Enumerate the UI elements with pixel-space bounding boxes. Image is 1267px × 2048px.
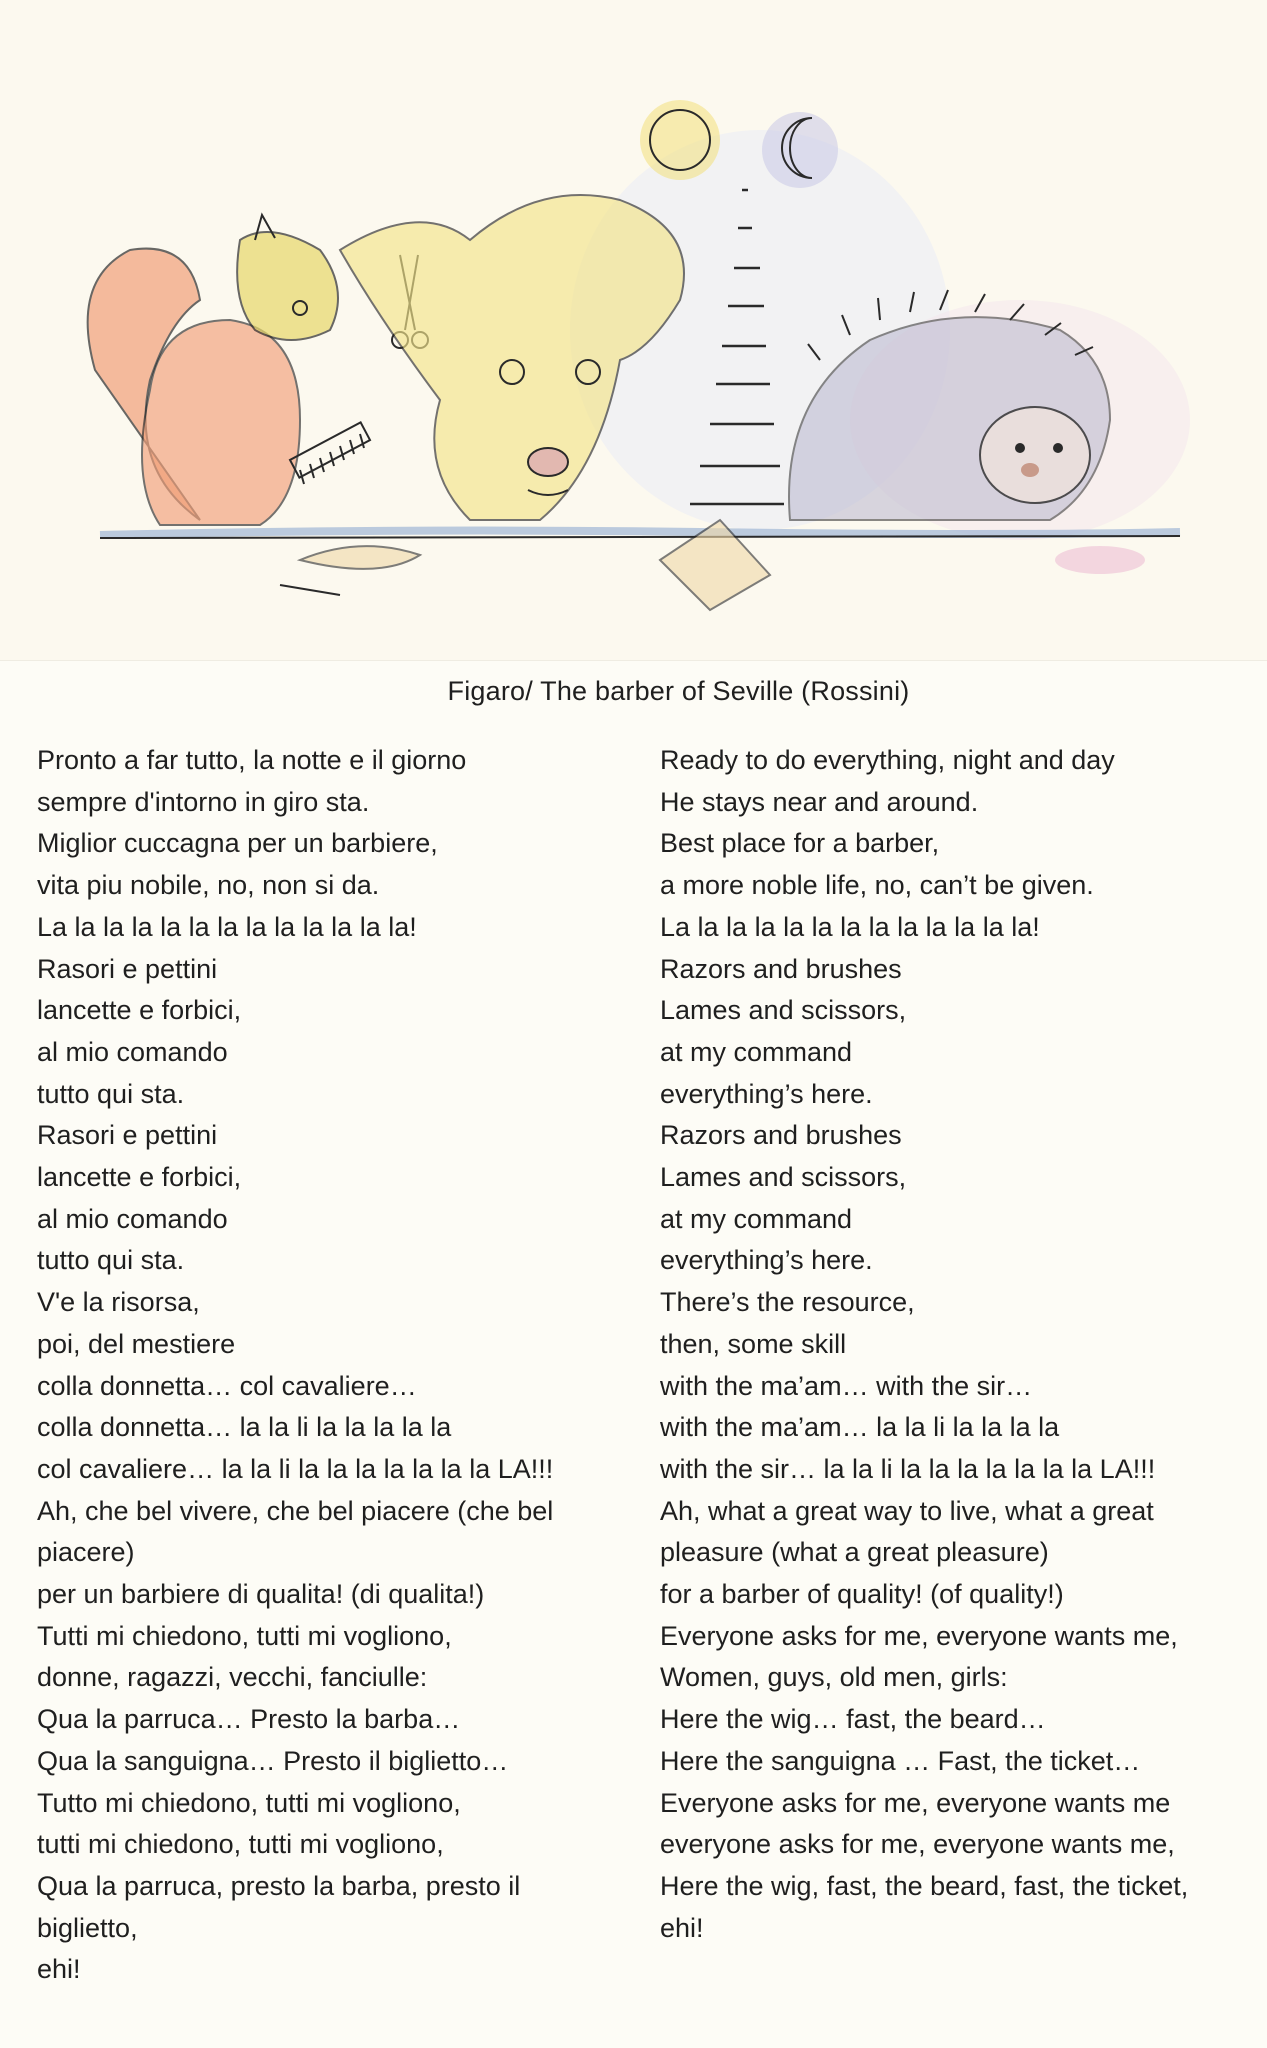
lyric-line: Lames and scissors, [660, 1162, 907, 1193]
lyric-line: donne, ragazzi, vecchi, fanciulle: [37, 1662, 428, 1693]
lyric-line: Everyone asks for me, everyone wants me, [660, 1620, 1178, 1651]
lyric-line: per un barbiere di qualita! (di qualita!) [37, 1579, 485, 1610]
lyric-line: lancette e forbici, [37, 995, 242, 1026]
lyric-line: al mio comando [37, 1036, 228, 1067]
squirrel-icon [88, 215, 338, 525]
lyric-line: everything’s here. [660, 1245, 873, 1276]
lyric-line: Here the wig… fast, the beard… [660, 1704, 1046, 1735]
lyric-line: Qua la parruca… Presto la barba… [37, 1704, 461, 1735]
lyric-line: biglietto, [37, 1912, 138, 1943]
shelf [100, 531, 1180, 535]
lyric-line: at my command [660, 1036, 853, 1067]
lyric-line: tutto qui sta. [37, 1245, 185, 1276]
lyric-line: a more noble life, no, can’t be given. [660, 870, 1094, 901]
lyric-line: everything’s here. [660, 1078, 873, 1109]
lyric-line: ehi! [660, 1912, 704, 1943]
comb-icon [290, 422, 370, 484]
lyric-line: tutto qui sta. [37, 1078, 185, 1109]
sun-icon [640, 100, 720, 180]
lyric-line: al mio comando [37, 1203, 228, 1234]
lyric-line: with the sir… la la li la la la la la la la LA!!! [660, 1453, 1156, 1484]
lyric-line: Here the sanguigna … Fast, the ticket… [660, 1745, 1141, 1776]
lyric-line: V'e la risorsa, [37, 1287, 200, 1318]
lyric-line: Tutti mi chiedono, tutti mi vogliono, [37, 1620, 452, 1651]
lyric-line: Ah, what a great way to live, what a great [660, 1495, 1154, 1526]
lyric-line: Pronto a far tutto, la notte e il giorno [37, 745, 467, 775]
lyric-line: Ready to do everything, night and day [660, 745, 1115, 775]
italian-lyrics [37, 740, 597, 1991]
lyric-line: Tutto mi chiedono, tutti mi vogliono, [37, 1787, 461, 1818]
lyric-line: pleasure (what a great pleasure) [660, 1537, 1049, 1568]
english-lyrics [660, 740, 1260, 1949]
lyric-line: Qua la parruca, presto la barba, presto il [37, 1870, 521, 1901]
lyric-line: Lames and scissors, [660, 995, 907, 1026]
page-title: Figaro/ The barber of Seville (Rossini) [447, 676, 910, 706]
lyric-line: La la la la la la la la la la la la la! [660, 911, 1040, 942]
lyric-line: Miglior cuccagna per un barbiere, [37, 828, 438, 859]
moon-icon [762, 112, 838, 188]
lyric-line: Rasori e pettini [37, 1120, 218, 1151]
lyric-line: colla donnetta… col cavaliere… [37, 1370, 417, 1401]
lyric-line: piacere) [37, 1537, 135, 1568]
watercolor-illustration [0, 0, 1267, 661]
lyric-line: Here the wig, fast, the beard, fast, the ticket, [660, 1870, 1189, 1901]
lyric-line: ehi! [37, 1954, 81, 1985]
lyric-line: vita piu nobile, no, non si da. [37, 870, 380, 901]
lyric-line: He stays near and around. [660, 786, 979, 817]
lyric-line: sempre d'intorno in giro sta. [37, 786, 370, 817]
lyric-line: for a barber of quality! (of quality!) [660, 1579, 1064, 1610]
lyric-line: lancette e forbici, [37, 1162, 242, 1193]
lyric-line: Qua la sanguigna… Presto il biglietto… [37, 1745, 509, 1776]
illustration-svg [0, 0, 1267, 660]
lyric-line: Ah, che bel vivere, che bel piacere (che bel [37, 1495, 554, 1526]
lyric-line: Razors and brushes [660, 953, 902, 984]
lyric-line: col cavaliere… la la li la la la la la la la LA!!! [37, 1453, 554, 1484]
lyric-line: Best place for a barber, [660, 828, 940, 859]
lyric-line: then, some skill [660, 1328, 847, 1359]
lyric-line: colla donnetta… la la li la la la la la [37, 1412, 452, 1443]
lyric-line: La la la la la la la la la la la la la! [37, 911, 417, 942]
lyric-line: poi, del mestiere [37, 1328, 236, 1359]
lyric-line: with the ma’am… la la li la la la la [660, 1412, 1060, 1443]
lyric-line: Rasori e pettini [37, 953, 218, 984]
lyric-line: There’s the resource, [660, 1287, 915, 1318]
lyric-line: Everyone asks for me, everyone wants me [660, 1787, 1171, 1818]
lyric-line: Women, guys, old men, girls: [660, 1662, 1008, 1693]
lyric-line: with the ma’am… with the sir… [660, 1370, 1033, 1401]
lyric-line: at my command [660, 1203, 853, 1234]
lyric-line: Razors and brushes [660, 1120, 902, 1151]
lyric-line: tutti mi chiedono, tutti mi vogliono, [37, 1829, 444, 1860]
lyric-line: everyone asks for me, everyone wants me, [660, 1829, 1175, 1860]
